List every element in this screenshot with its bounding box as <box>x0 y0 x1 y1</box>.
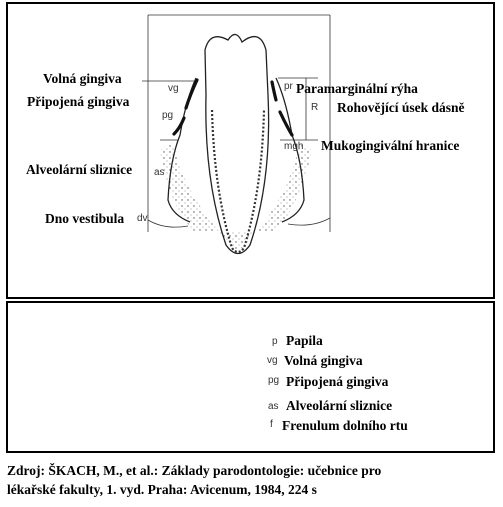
label-paramarginalni-ryha: Paramarginální rýha <box>296 81 418 96</box>
abbr-pg: pg <box>162 110 174 121</box>
label-rohovejici-usek: Rohovějící úsek dásně <box>337 100 465 115</box>
label-volna-gingiva-bottom: Volná gingiva <box>284 353 363 368</box>
label-dno-vestibula: Dno vestibula <box>45 211 125 226</box>
label-pripojena-gingiva-bottom: Připojená gingiva <box>286 374 389 389</box>
abbr-p: p <box>272 336 278 347</box>
right-vestibule-floor <box>288 218 330 225</box>
front-teeth-panel <box>6 301 495 453</box>
label-volna-gingiva: Volná gingiva <box>43 71 122 86</box>
abbr-as-bottom: as <box>268 401 279 412</box>
abbr-pr: pr <box>284 81 293 92</box>
source-line-1: Zdroj: ŠKACH, M., et al.: Základy parodontologie: učebnice pro <box>7 463 382 478</box>
label-alveolarni-sliznice: Alveolární sliznice <box>26 162 133 177</box>
root-periodontium <box>212 110 264 252</box>
label-mukogingivalni-hranice: Mukogingivální hranice <box>321 138 460 153</box>
abbr-mgh: mgh <box>284 141 304 152</box>
left-vestibule-floor <box>148 220 188 227</box>
abbr-vg: vg <box>168 83 179 94</box>
label-papila: Papila <box>286 333 323 348</box>
abbr-dv: dv <box>137 213 148 224</box>
source-citation <box>7 461 497 499</box>
label-frenulum: Frenulum dolního rtu <box>282 418 408 433</box>
label-pripojena-gingiva: Připojená gingiva <box>27 94 130 109</box>
abbr-f: f <box>270 419 273 430</box>
label-alveolarni-sliznice-bottom: Alveolární sliznice <box>286 398 393 413</box>
abbr-as: as <box>154 167 165 178</box>
abbr-vg-bottom: vg <box>267 355 278 366</box>
alveolar-bone <box>160 140 312 252</box>
source-line-2: lékařské fakulty, 1. vyd. Praha: Avicenum, 1984, 224 s <box>7 482 317 497</box>
abbr-R: R <box>311 102 319 113</box>
abbr-pg-bottom: pg <box>268 375 280 386</box>
